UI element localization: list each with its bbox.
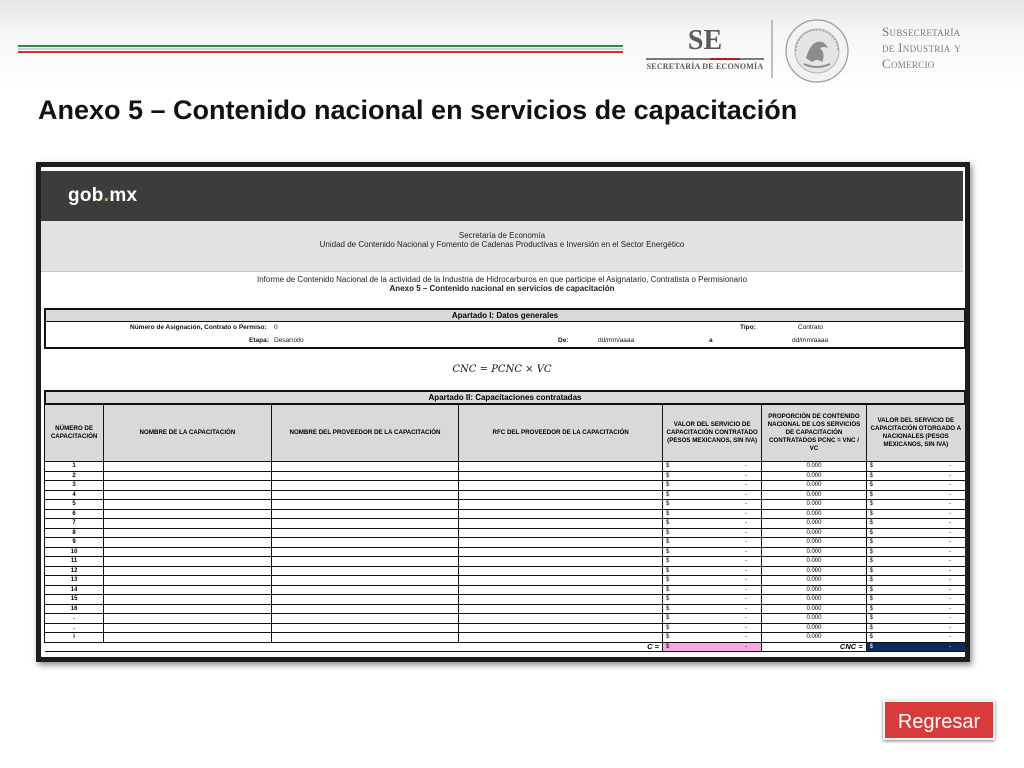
table-row [45,604,966,614]
cnc-total-label: CNC = [762,642,866,652]
row-nombre-capacitacion[interactable] [104,519,272,529]
row-valor-servicio[interactable]: $ - [662,500,761,510]
c-total-value: $ - [662,642,761,652]
row-nombre-capacitacion[interactable] [104,623,272,633]
report-heading [41,275,963,293]
subsecretaria-line-1: Subsecretaría [882,24,961,39]
asignacion-label: Número de Asignación, Contrato o Permiso: [130,324,267,331]
row-proporcion-cn[interactable]: 0.000 [762,528,866,538]
gob-band [41,171,963,221]
form-screenshot-frame [36,162,970,662]
row-proporcion-cn[interactable]: 0.000 [762,490,866,500]
apartado-2-header: Apartado II: Capacitaciones contratadas [44,390,965,404]
table-header-row [45,405,966,462]
row-nombre-capacitacion[interactable] [104,566,272,576]
row-rfc-proveedor[interactable] [459,557,663,567]
row-rfc-proveedor[interactable] [459,623,663,633]
row-number: 15 [45,595,104,605]
row-valor-servicio[interactable]: $ - [662,547,761,557]
row-rfc-proveedor[interactable] [459,519,663,529]
table-row [45,528,966,538]
table-row [45,623,966,633]
row-number: 11 [45,557,104,567]
se-logo [646,26,764,76]
table-row [45,576,966,586]
row-nombre-proveedor[interactable] [271,557,459,567]
row-valor-nacionales: $ - [866,528,965,538]
row-proporcion-cn[interactable]: 0.000 [762,471,866,481]
row-number: 12 [45,566,104,576]
row-valor-servicio[interactable]: $ - [662,538,761,548]
row-valor-servicio[interactable]: $ - [662,633,761,643]
row-nombre-proveedor[interactable] [271,547,459,557]
row-proporcion-cn[interactable]: 0.000 [762,509,866,519]
row-number: 1 [45,462,104,472]
row-number: 2 [45,471,104,481]
row-proporcion-cn[interactable]: 0.000 [762,547,866,557]
row-proporcion-cn[interactable]: 0.000 [762,462,866,472]
secretaria-name: Secretaría de Economía [458,231,546,240]
row-nombre-capacitacion[interactable] [104,538,272,548]
row-nombre-proveedor[interactable] [271,471,459,481]
row-valor-nacionales: $ - [866,500,965,510]
row-nombre-proveedor[interactable] [271,614,459,624]
row-valor-servicio[interactable]: $ - [662,623,761,633]
subsecretaria-label [882,24,1012,72]
row-valor-nacionales: $ - [866,538,965,548]
a-value[interactable]: dd/mm/aaaa [792,337,829,344]
table-row [45,566,966,576]
subsecretaria-line-2: de Industria y [882,40,962,55]
cnc-formula: CNC = PCNC × VC [452,364,552,375]
row-nombre-proveedor[interactable] [271,509,459,519]
row-nombre-capacitacion[interactable] [104,576,272,586]
totals-row [45,642,966,652]
row-nombre-proveedor[interactable] [271,566,459,576]
row-nombre-proveedor[interactable] [271,585,459,595]
de-value[interactable]: dd/mm/aaaa [598,337,635,344]
row-nombre-proveedor[interactable] [271,462,459,472]
row-proporcion-cn[interactable]: 0.000 [762,576,866,586]
etapa-value[interactable]: Desarrollo [274,337,304,344]
row-valor-servicio[interactable]: $ - [662,462,761,472]
col-nombre-proveedor: NOMBRE DEL PROVEEDOR DE LA CAPACITACIÓN [271,405,459,462]
table-row [45,509,966,519]
row-nombre-capacitacion[interactable] [104,481,272,491]
row-nombre-capacitacion[interactable] [104,500,272,510]
row-valor-nacionales: $ - [866,519,965,529]
row-rfc-proveedor[interactable] [459,547,663,557]
row-number: 13 [45,576,104,586]
row-nombre-capacitacion[interactable] [104,595,272,605]
row-number: . [45,623,104,633]
row-number: 9 [45,538,104,548]
row-proporcion-cn[interactable]: 0.000 [762,500,866,510]
capacitaciones-table [44,404,965,652]
se-logo-name: SECRETARÍA DE ECONOMÍA [646,62,764,71]
etapa-label: Etapa: [249,337,269,344]
table-row [45,481,966,491]
header-divider [771,20,773,78]
row-rfc-proveedor[interactable] [459,500,663,510]
row-nombre-capacitacion[interactable] [104,557,272,567]
row-nombre-proveedor[interactable] [271,576,459,586]
row-nombre-capacitacion[interactable] [104,547,272,557]
row-valor-servicio[interactable]: $ - [662,509,761,519]
row-valor-servicio[interactable]: $ - [662,566,761,576]
row-valor-nacionales: $ - [866,633,965,643]
row-valor-nacionales: $ - [866,471,965,481]
row-rfc-proveedor[interactable] [459,509,663,519]
flag-stripes [18,45,623,55]
row-valor-nacionales: $ - [866,509,965,519]
row-valor-servicio[interactable]: $ - [662,471,761,481]
row-number: 3 [45,481,104,491]
row-valor-nacionales: $ - [866,566,965,576]
row-nombre-capacitacion[interactable] [104,633,272,643]
row-rfc-proveedor[interactable] [459,538,663,548]
row-rfc-proveedor[interactable] [459,490,663,500]
row-nombre-proveedor[interactable] [271,595,459,605]
row-number: 7 [45,519,104,529]
row-valor-servicio[interactable]: $ - [662,614,761,624]
row-valor-nacionales: $ - [866,576,965,586]
slide-title: Anexo 5 – Contenido nacional en servicios de capacitación [38,95,798,125]
row-valor-servicio[interactable]: $ - [662,604,761,614]
row-proporcion-cn[interactable]: 0.000 [762,595,866,605]
row-number: 6 [45,509,104,519]
row-rfc-proveedor[interactable] [459,585,663,595]
table-row [45,538,966,548]
de-label: De: [558,337,569,344]
row-nombre-proveedor[interactable] [271,481,459,491]
row-nombre-capacitacion[interactable] [104,471,272,481]
row-nombre-capacitacion[interactable] [104,614,272,624]
col-numero: NÚMERO DE CAPACITACIÓN [45,405,104,462]
row-valor-nacionales: $ - [866,557,965,567]
row-rfc-proveedor[interactable] [459,576,663,586]
row-valor-servicio[interactable]: $ - [662,528,761,538]
form-sheet [41,167,965,657]
row-proporcion-cn[interactable]: 0.000 [762,614,866,624]
row-valor-nacionales: $ - [866,614,965,624]
row-valor-servicio[interactable]: $ - [662,481,761,491]
row-nombre-proveedor[interactable] [271,623,459,633]
row-number: . [45,614,104,624]
table-row [45,547,966,557]
informe-title: Informe de Contenido Nacional de la actividad de la Industria de Hidrocarburos en que participe el Asignatario, Contratista o Permisionario [256,275,748,284]
unidad-name: Unidad de Contenido Nacional y Fomento de Cadenas Productivas e Inversión en el Sector Energético [319,240,685,249]
table-row [45,595,966,605]
row-proporcion-cn[interactable]: 0.000 [762,481,866,491]
asignacion-value[interactable]: 0 [274,324,278,331]
a-label: a [709,337,713,344]
col-nombre-capacitacion: NOMBRE DE LA CAPACITACIÓN [104,405,272,462]
row-rfc-proveedor[interactable] [459,604,663,614]
col-rfc-proveedor: RFC DEL PROVEEDOR DE LA CAPACITACIÓN [459,405,663,462]
row-valor-nacionales: $ - [866,623,965,633]
row-nombre-proveedor[interactable] [271,519,459,529]
row-valor-nacionales: $ - [866,595,965,605]
c-total-label: C = [45,642,663,652]
row-rfc-proveedor[interactable] [459,595,663,605]
table-row [45,462,966,472]
row-number: 10 [45,547,104,557]
row-valor-servicio[interactable]: $ - [662,576,761,586]
national-seal-icon [784,18,850,84]
table-row [45,557,966,567]
table-row [45,519,966,529]
row-valor-servicio[interactable]: $ - [662,557,761,567]
cnc-total-value: $ - [866,642,965,652]
top-banner [0,0,1024,90]
row-nombre-proveedor[interactable] [271,633,459,643]
row-rfc-proveedor[interactable] [459,614,663,624]
row-valor-servicio[interactable]: $ - [662,585,761,595]
subsecretaria-line-3: Comercio [882,56,935,71]
row-nombre-proveedor[interactable] [271,604,459,614]
row-number: 4 [45,490,104,500]
row-proporcion-cn[interactable]: 0.000 [762,566,866,576]
row-number: 14 [45,585,104,595]
row-rfc-proveedor[interactable] [459,471,663,481]
row-nombre-proveedor[interactable] [271,538,459,548]
row-nombre-capacitacion[interactable] [104,585,272,595]
table-row [45,633,966,643]
apartado-1-header: Apartado I: Datos generales [44,308,965,322]
row-proporcion-cn[interactable]: 0.000 [762,623,866,633]
row-nombre-capacitacion[interactable] [104,509,272,519]
row-valor-servicio[interactable]: $ - [662,490,761,500]
gob-mx-logo: gob.mx [68,185,138,206]
table-row [45,614,966,624]
row-nombre-capacitacion[interactable] [104,462,272,472]
row-number: 5 [45,500,104,510]
row-nombre-proveedor[interactable] [271,490,459,500]
row-rfc-proveedor[interactable] [459,481,663,491]
table-row [45,500,966,510]
row-nombre-proveedor[interactable] [271,528,459,538]
row-nombre-capacitacion[interactable] [104,528,272,538]
row-proporcion-cn[interactable]: 0.000 [762,633,866,643]
datos-generales-box [44,322,965,349]
se-logo-letters: SE [687,25,723,56]
table-row [45,471,966,481]
table-row [45,490,966,500]
row-rfc-proveedor[interactable] [459,566,663,576]
row-valor-nacionales: $ - [866,481,965,491]
table-row [45,585,966,595]
row-valor-nacionales: $ - [866,604,965,614]
secretaria-band [41,221,963,272]
row-number: i [45,633,104,643]
tipo-label: Tipo: [740,324,756,331]
row-rfc-proveedor[interactable] [459,633,663,643]
row-proporcion-cn[interactable]: 0.000 [762,557,866,567]
row-valor-servicio[interactable]: $ - [662,519,761,529]
row-proporcion-cn[interactable]: 0.000 [762,538,866,548]
row-proporcion-cn[interactable]: 0.000 [762,519,866,529]
row-valor-nacionales: $ - [866,585,965,595]
row-valor-nacionales: $ - [866,547,965,557]
tipo-value[interactable]: Contrato [798,324,823,331]
col-valor-nacionales: VALOR DEL SERVICIO DE CAPACITACIÓN OTORGADO A NACIONALES (PESOS MEXICANOS, SIN IVA) [866,405,965,462]
anexo-title: Anexo 5 – Contenido nacional en servicios de capacitación [389,284,615,293]
col-proporcion-cn: PROPORCIÓN DE CONTENIDO NACIONAL DE LOS SERVICIOS DE CAPACITACIÓN CONTRATADOS PCNC = VNC / VC [762,405,866,462]
row-number: 16 [45,604,104,614]
row-valor-nacionales: $ - [866,490,965,500]
row-nombre-capacitacion[interactable] [104,490,272,500]
row-number: 8 [45,528,104,538]
regresar-button[interactable]: Regresar [883,700,995,740]
col-valor-servicio: VALOR DEL SERVICIO DE CAPACITACIÓN CONTRATADO (PESOS MEXICANOS, SIN IVA) [662,405,761,462]
row-nombre-capacitacion[interactable] [104,604,272,614]
row-proporcion-cn[interactable]: 0.000 [762,604,866,614]
row-rfc-proveedor[interactable] [459,528,663,538]
row-valor-nacionales: $ - [866,462,965,472]
row-valor-servicio[interactable]: $ - [662,595,761,605]
row-nombre-proveedor[interactable] [271,500,459,510]
row-proporcion-cn[interactable]: 0.000 [762,585,866,595]
row-rfc-proveedor[interactable] [459,462,663,472]
